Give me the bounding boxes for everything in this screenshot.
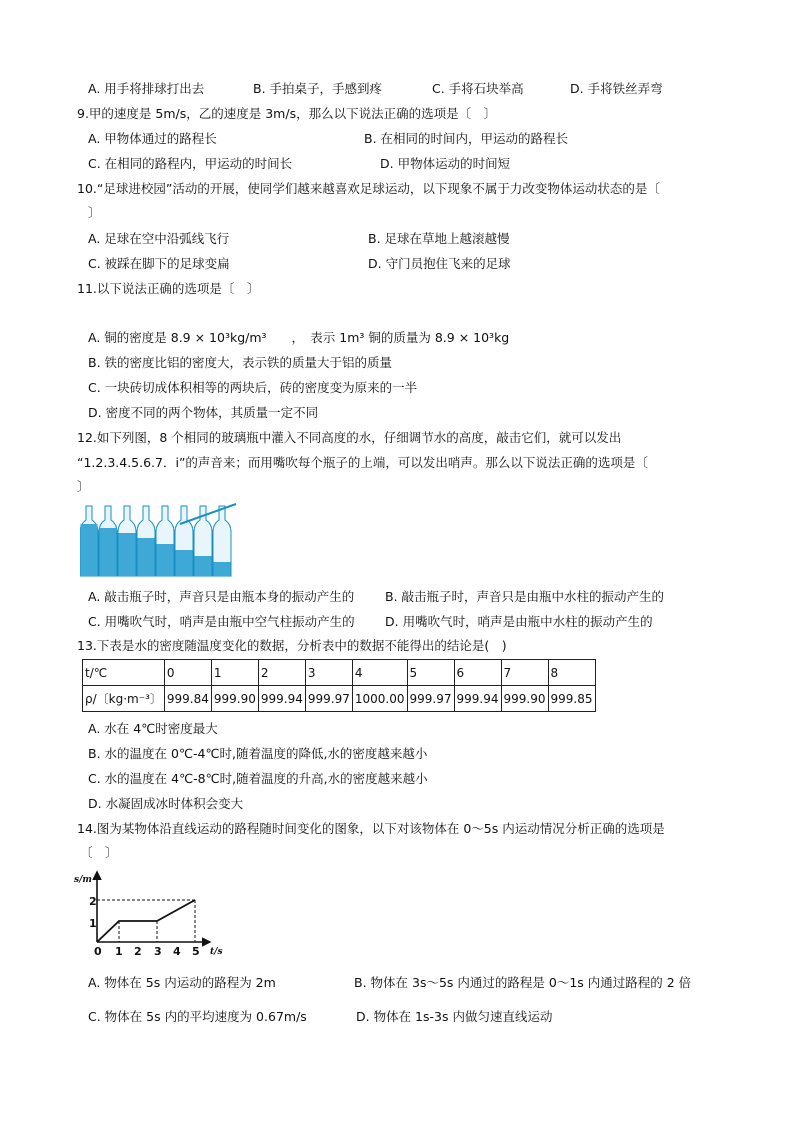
q14-option-b: B. 物体在 3s～5s 内通过的路程是 0～1s 内通过路程的 2 倍 bbox=[354, 975, 692, 990]
bottle-4 bbox=[137, 506, 155, 576]
q8-option-d: D. 手将铁丝弄弯 bbox=[570, 81, 663, 96]
q12-option-b: B. 敲击瓶子时，声音只是由瓶中水柱的振动产生的 bbox=[385, 589, 665, 604]
bottle-row bbox=[80, 506, 231, 576]
q8-option-a: A. 用手将排球打出去 bbox=[88, 81, 205, 96]
table-row-density bbox=[83, 686, 596, 712]
q11-option-d: D. 密度不同的两个物体，其质量一定不同 bbox=[88, 405, 319, 420]
table-cell: 1 bbox=[211, 660, 258, 686]
bottle-5 bbox=[156, 506, 174, 576]
q12-stem-line2: “1.2.3.4.5.6.7．i”的声音来；而用嘴吹每个瓶子的上端，可以发出哨声。那么以下说法正确的选项是〔 bbox=[77, 455, 648, 470]
distance-time-graph bbox=[72, 866, 232, 958]
q13-stem: 13.下表是水的密度随温度变化的数据，分析表中的数据不能得出的结论是( ) bbox=[77, 638, 507, 653]
table-row-temperature bbox=[83, 660, 596, 686]
y-tick-2: 2 bbox=[89, 895, 97, 908]
table-cell: 999.90 bbox=[211, 686, 258, 712]
x-tick-4: 4 bbox=[173, 945, 181, 958]
q12-option-d: D. 用嘴吹气时，哨声是由瓶中水柱的振动产生的 bbox=[385, 614, 653, 629]
table-cell: 8 bbox=[548, 660, 595, 686]
q9-option-c: C. 在相同的路程内，甲运动的时间长 bbox=[88, 156, 293, 171]
q9-stem: 9.甲的速度是 5m/s，乙的速度是 3m/s，那么以下说法正确的选项是〔 〕 bbox=[77, 106, 497, 121]
table-cell: 5 bbox=[407, 660, 454, 686]
table-cell: 999.97 bbox=[407, 686, 454, 712]
motion-line bbox=[97, 900, 195, 942]
y-axis-label: s/m bbox=[74, 875, 92, 885]
q12-stem-line1: 12.如下列图，8 个相同的玻璃瓶中灌入不同高度的水，仔细调节水的高度，敲击它们，就可以发出 bbox=[77, 430, 622, 445]
q12-option-a: A. 敲击瓶子时，声音只是由瓶本身的振动产生的 bbox=[88, 589, 355, 604]
q10-stem-line1: 10.“足球进校园”活动的开展，使同学们越来越喜欢足球运动，以下现象不属于力改变物体运动状态的是〔 bbox=[77, 181, 660, 196]
bottle-3 bbox=[118, 506, 136, 576]
q9-option-b: B. 在相同的时间内，甲运动的路程长 bbox=[364, 131, 569, 146]
table-cell: 2 bbox=[258, 660, 305, 686]
q8-option-b: B. 手拍桌子，手感到疼 bbox=[253, 81, 383, 96]
q13-option-c: C. 水的温度在 4℃-8℃时,随着温度的升高,水的密度越来越小 bbox=[88, 771, 428, 786]
q10-option-c: C. 被踩在脚下的足球变扁 bbox=[88, 256, 230, 271]
table-cell: 4 bbox=[352, 660, 407, 686]
q12-stem-line3: 〕 bbox=[77, 479, 90, 494]
x-tick-2: 2 bbox=[134, 945, 142, 958]
x-tick-5: 5 bbox=[192, 945, 200, 958]
q9-option-d: D. 甲物体运动的时间短 bbox=[380, 156, 511, 171]
table-cell: 3 bbox=[305, 660, 352, 686]
table-cell: t/℃ bbox=[83, 660, 165, 686]
glass-bottles-figure bbox=[80, 500, 240, 580]
water-density-table bbox=[82, 659, 596, 712]
table-cell: 999.90 bbox=[501, 686, 548, 712]
q10-stem-line2: 〕 bbox=[88, 205, 101, 220]
q11-option-a: A. 铜的密度是 8.9 × 10³kg/m³ ， 表示 1m³ 铜的质量为 8.9 × 10³kg bbox=[88, 330, 510, 345]
q13-option-b: B. 水的温度在 0℃-4℃时,随着温度的降低,水的密度越来越小 bbox=[88, 746, 428, 761]
table-cell: ρ/〔kg·m⁻³〕 bbox=[83, 686, 165, 712]
q14-option-a: A. 物体在 5s 内运动的路程为 2m bbox=[88, 975, 276, 990]
table-cell: 6 bbox=[454, 660, 501, 686]
q13-option-a: A. 水在 4℃时密度最大 bbox=[88, 721, 218, 736]
q11-option-c: C. 一块砖切成体积相等的两块后，砖的密度变为原来的一半 bbox=[88, 380, 418, 395]
y-tick-1: 1 bbox=[89, 917, 97, 930]
bottle-2 bbox=[99, 506, 117, 576]
q14-stem-line2: 〔 〕 bbox=[80, 845, 118, 860]
x-tick-0: 0 bbox=[94, 945, 102, 958]
table-cell: 0 bbox=[164, 660, 211, 686]
x-tick-1: 1 bbox=[115, 945, 123, 958]
table-cell: 999.97 bbox=[305, 686, 352, 712]
q9-option-a: A. 甲物体通过的路程长 bbox=[88, 131, 217, 146]
bottle-1 bbox=[80, 506, 98, 576]
table-cell: 999.94 bbox=[454, 686, 501, 712]
table-cell: 999.85 bbox=[548, 686, 595, 712]
q14-option-c: C. 物体在 5s 内的平均速度为 0.67m/s bbox=[88, 1009, 307, 1024]
table-cell: 999.94 bbox=[258, 686, 305, 712]
q14-option-d: D. 物体在 1s-3s 内做匀速直线运动 bbox=[356, 1009, 553, 1024]
q10-option-d: D. 守门员抱住飞来的足球 bbox=[368, 256, 511, 271]
table-cell: 7 bbox=[501, 660, 548, 686]
table-cell: 1000.00 bbox=[352, 686, 407, 712]
bottle-8 bbox=[213, 506, 231, 576]
q12-option-c: C. 用嘴吹气时，哨声是由瓶中空气柱振动产生的 bbox=[88, 614, 355, 629]
q11-option-b: B. 铁的密度比铝的密度大，表示铁的质量大于铝的质量 bbox=[88, 355, 393, 370]
table-cell: 999.84 bbox=[164, 686, 211, 712]
q11-stem: 11.以下说法正确的选项是〔 〕 bbox=[77, 281, 260, 296]
x-tick-3: 3 bbox=[154, 945, 162, 958]
q10-option-b: B. 足球在草地上越滚越慢 bbox=[368, 231, 510, 246]
q14-stem-line1: 14.图为某物体沿直线运动的路程随时间变化的图象，以下对该物体在 0～5s 内运动情况分析正确的选项是 bbox=[77, 821, 665, 836]
x-axis-label: t/s bbox=[210, 947, 223, 957]
bottle-6 bbox=[175, 506, 193, 576]
q10-option-a: A. 足球在空中沿弧线飞行 bbox=[88, 231, 230, 246]
q13-option-d: D. 水凝固成冰时体积会变大 bbox=[88, 796, 244, 811]
q8-option-c: C. 手将石块举高 bbox=[432, 81, 524, 96]
